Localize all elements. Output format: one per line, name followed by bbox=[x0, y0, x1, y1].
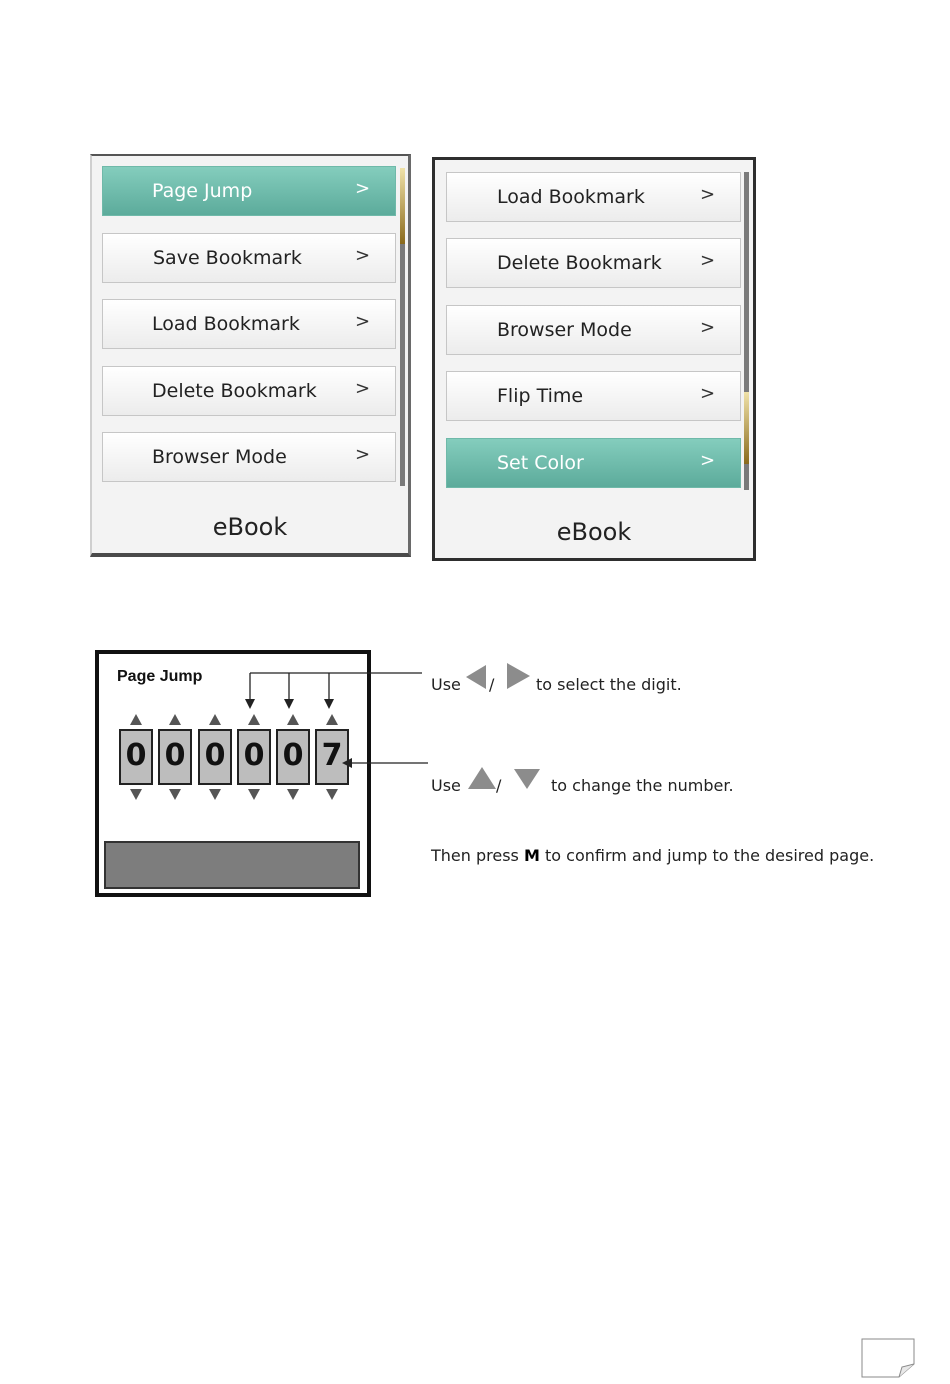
chevron-right-icon: > bbox=[355, 378, 371, 399]
page-digit[interactable]: 0 bbox=[198, 729, 232, 785]
menu-item-label: Delete Bookmark bbox=[497, 252, 662, 274]
menu-item-label: Page Jump bbox=[152, 180, 253, 202]
page-digit[interactable]: 7 bbox=[315, 729, 349, 785]
scrollbar[interactable] bbox=[744, 172, 749, 490]
chevron-right-icon: > bbox=[700, 383, 716, 404]
page-jump-input-bar bbox=[104, 841, 360, 889]
chevron-right-icon: > bbox=[355, 311, 371, 332]
page-jump-title: Page Jump bbox=[117, 668, 203, 685]
up-arrow-icon bbox=[169, 714, 181, 725]
ebook-menu-left bbox=[90, 154, 411, 557]
menu-item-label: Browser Mode bbox=[152, 446, 287, 468]
menu-item-label: Load Bookmark bbox=[497, 186, 645, 208]
instruction-change-sep: / bbox=[496, 776, 502, 795]
menu-item-load-bookmark[interactable] bbox=[102, 299, 396, 349]
scrollbar[interactable] bbox=[400, 168, 405, 486]
menu-title: eBook bbox=[212, 513, 288, 541]
menu-item-delete-bookmark[interactable] bbox=[446, 238, 741, 288]
instruction-confirm-suffix: to confirm and jump to the desired page. bbox=[545, 846, 875, 865]
page-digit[interactable]: 0 bbox=[276, 729, 310, 785]
page-curl-icon bbox=[861, 1338, 915, 1378]
menu-item-label: Load Bookmark bbox=[152, 313, 300, 335]
menu-item-set-color[interactable] bbox=[446, 438, 741, 488]
chevron-right-icon: > bbox=[700, 317, 716, 338]
callout-connectors bbox=[240, 665, 440, 775]
menu-item-page-jump[interactable] bbox=[102, 166, 396, 216]
instruction-confirm-prefix: Then press bbox=[431, 846, 519, 865]
menu-item-browser-mode[interactable] bbox=[446, 305, 741, 355]
up-down-arrow-icons bbox=[467, 766, 543, 792]
instruction-change-use: Use bbox=[431, 776, 461, 795]
menu-title: eBook bbox=[556, 518, 632, 546]
page-digit[interactable]: 0 bbox=[237, 729, 271, 785]
left-right-arrow-icons bbox=[465, 661, 531, 693]
instruction-select-sep: / bbox=[489, 675, 495, 694]
menu-item-flip-time[interactable] bbox=[446, 371, 741, 421]
instruction-select-text: to select the digit. bbox=[536, 675, 682, 694]
chevron-right-icon: > bbox=[700, 184, 716, 205]
up-arrow-icon bbox=[468, 767, 496, 789]
chevron-right-icon: > bbox=[700, 250, 716, 271]
menu-item-save-bookmark[interactable] bbox=[102, 233, 396, 283]
down-arrow-icon bbox=[209, 789, 221, 800]
up-arrow-icon bbox=[130, 714, 142, 725]
down-arrow-icon bbox=[248, 789, 260, 800]
instruction-select-use: Use bbox=[431, 675, 461, 694]
left-arrow-icon bbox=[466, 665, 486, 689]
down-arrow-icon bbox=[130, 789, 142, 800]
down-arrow-icon bbox=[514, 769, 540, 789]
up-arrow-icon bbox=[209, 714, 221, 725]
page-digit[interactable]: 0 bbox=[119, 729, 153, 785]
chevron-right-icon: > bbox=[700, 450, 716, 471]
page-digit[interactable]: 0 bbox=[158, 729, 192, 785]
down-arrow-icon bbox=[287, 789, 299, 800]
down-arrow-icon bbox=[169, 789, 181, 800]
menu-item-label: Flip Time bbox=[497, 385, 584, 407]
menu-item-label: Delete Bookmark bbox=[152, 380, 317, 402]
menu-item-browser-mode[interactable] bbox=[102, 432, 396, 482]
menu-item-label: Browser Mode bbox=[497, 319, 632, 341]
menu-item-load-bookmark[interactable] bbox=[446, 172, 741, 222]
ebook-menu-right bbox=[432, 157, 756, 561]
chevron-right-icon: > bbox=[355, 245, 371, 266]
down-arrow-icon bbox=[326, 789, 338, 800]
menu-item-delete-bookmark[interactable] bbox=[102, 366, 396, 416]
right-arrow-icon bbox=[507, 663, 530, 689]
instruction-change-text: to change the number. bbox=[551, 776, 734, 795]
menu-item-label: Set Color bbox=[497, 452, 584, 474]
menu-item-label: Save Bookmark bbox=[153, 247, 302, 269]
instruction-confirm bbox=[431, 846, 874, 865]
instruction-confirm-key: M bbox=[523, 846, 540, 865]
scrollbar-thumb[interactable] bbox=[400, 168, 405, 244]
chevron-right-icon: > bbox=[355, 178, 371, 199]
scrollbar-thumb[interactable] bbox=[744, 392, 749, 464]
chevron-right-icon: > bbox=[355, 444, 371, 465]
